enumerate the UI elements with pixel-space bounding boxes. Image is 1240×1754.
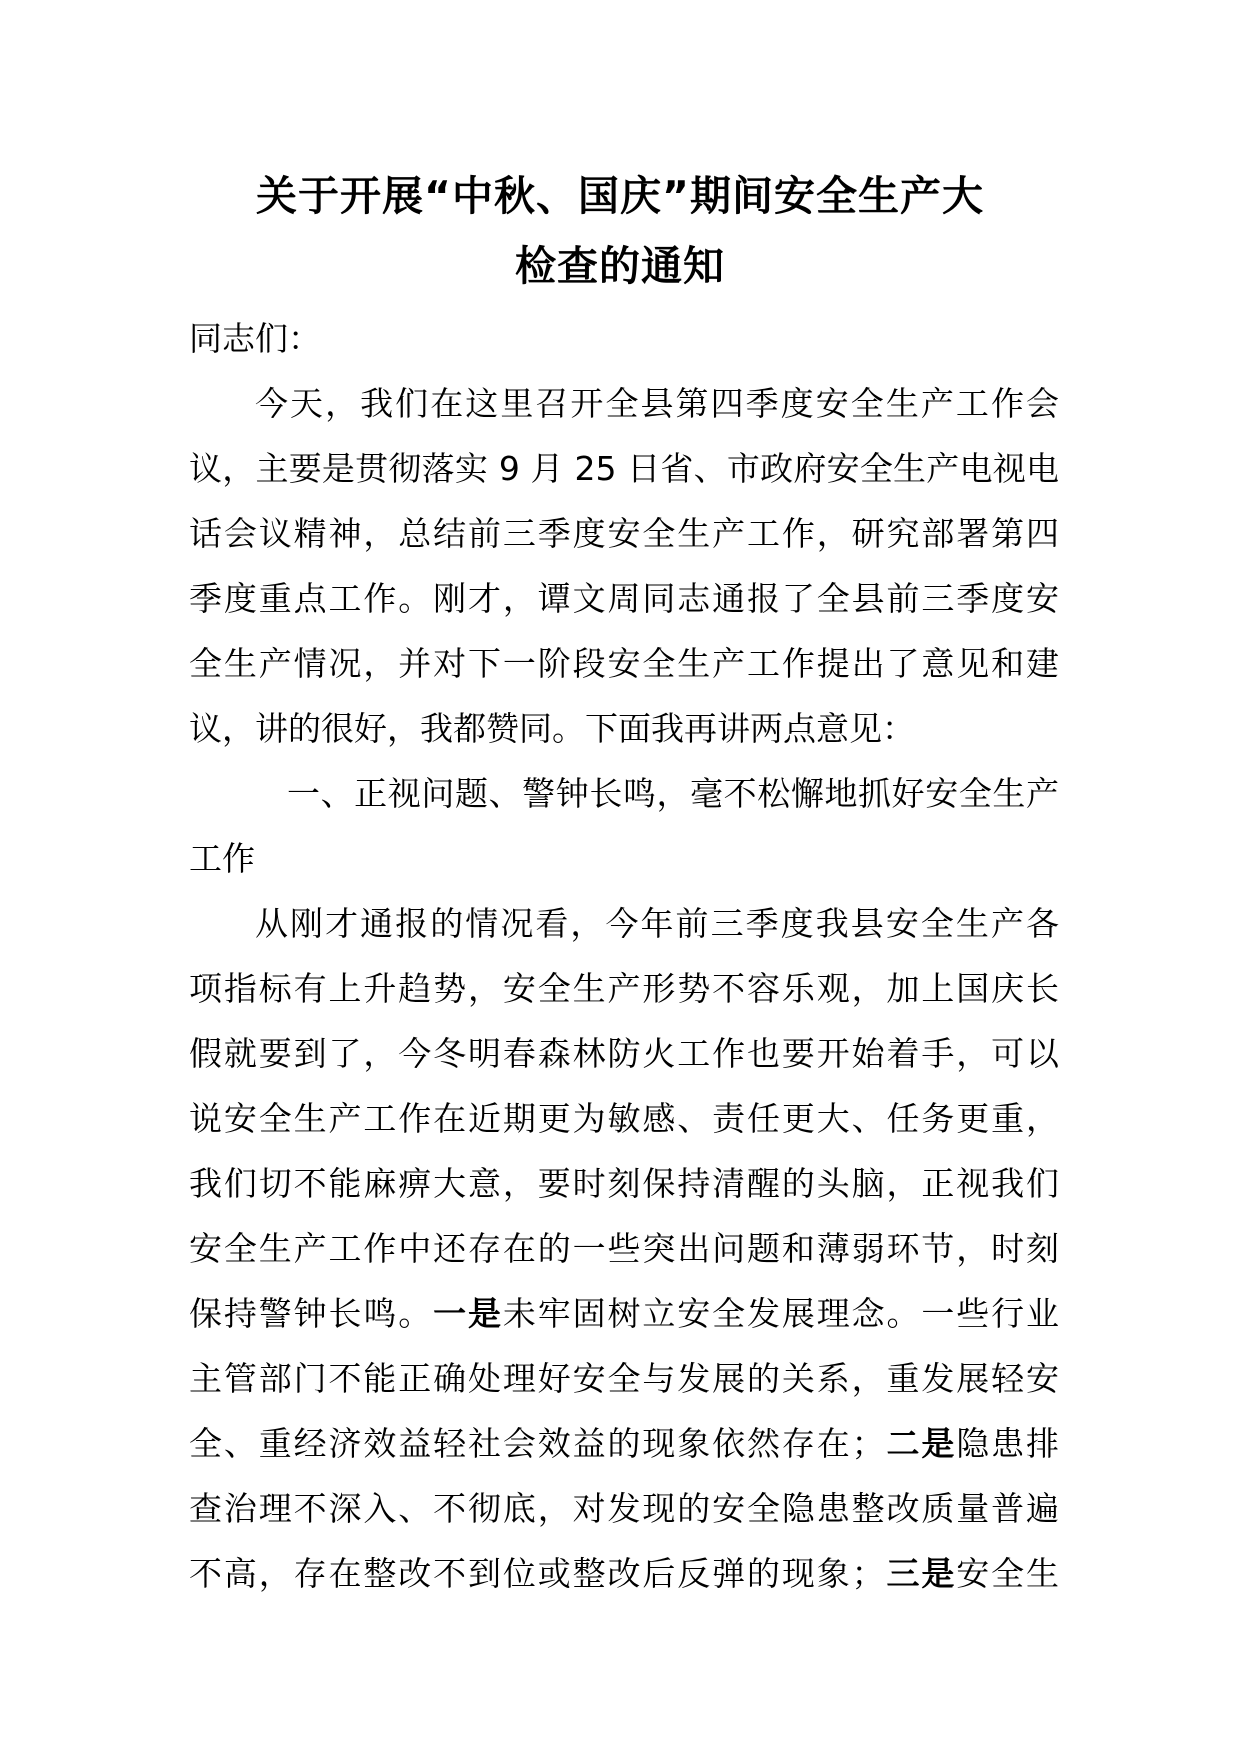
body-line: 今天，我们在这里召开全县第四季度安全生产工作会 — [255, 384, 1059, 423]
body-text: 不高，存在整改不到位或整改后反弹的现象； — [189, 1554, 885, 1593]
emphasis-text: 一是 — [433, 1294, 503, 1333]
body-line: 查治理不深入、不彻底，对发现的安全隐患整改质量普遍 — [189, 1489, 1059, 1528]
body-text: 安全生 — [956, 1554, 1059, 1593]
body-line: 季度重点工作。刚才，谭文周同志通报了全县前三季度安 — [189, 579, 1059, 618]
document-body — [189, 306, 1059, 1606]
body-text: 保持警钟长鸣。 — [189, 1294, 434, 1333]
section-heading-line: 工作 — [189, 839, 255, 878]
body-line: 议，主要是贯彻落实 9 月 25 日省、市政府安全生产电视电 — [189, 449, 1059, 488]
body-line: 主管部门不能正确处理好安全与发展的关系，重发展轻安 — [189, 1359, 1059, 1398]
body-line: 议，讲的很好，我都赞同。下面我再讲两点意见： — [189, 709, 915, 748]
emphasis-text: 三是 — [884, 1554, 957, 1593]
document-title-line-2: 检查的通知 — [515, 242, 725, 290]
body-line: 全生产情况，并对下一阶段安全生产工作提出了意见和建 — [189, 644, 1059, 683]
body-line: 从刚才通报的情况看，今年前三季度我县安全生产各 — [255, 904, 1059, 943]
body-line — [189, 1411, 1059, 1476]
section-heading-line: 一、正视问题、警钟长鸣，毫不松懈地抓好安全生产 — [287, 774, 1059, 813]
body-line: 安全生产工作中还存在的一些突出问题和薄弱环节，时刻 — [189, 1229, 1059, 1268]
body-line: 话会议精神，总结前三季度安全生产工作，研究部署第四 — [189, 514, 1059, 553]
document-title-line-1: 关于开展“中秋、国庆”期间安全生产大 — [256, 172, 984, 220]
emphasis-text: 二是 — [884, 1424, 957, 1463]
body-line: 假就要到了，今冬明春森林防火工作也要开始着手，可以 — [189, 1034, 1059, 1073]
salutation: 同志们： — [189, 319, 321, 358]
body-line: 项指标有上升趋势，安全生产形势不容乐观，加上国庆长 — [189, 969, 1059, 1008]
body-line: 我们切不能麻痹大意，要时刻保持清醒的头脑，正视我们 — [189, 1164, 1059, 1203]
body-line — [189, 1541, 1059, 1606]
body-text: 隐患排 — [956, 1424, 1059, 1463]
body-line — [189, 1281, 1059, 1346]
body-text: 全、重经济效益轻社会效益的现象依然存在； — [189, 1424, 885, 1463]
body-line: 说安全生产工作在近期更为敏感、责任更大、任务更重， — [189, 1099, 1059, 1138]
body-text: 未牢固树立安全发展理念。一些行业 — [502, 1294, 1059, 1333]
